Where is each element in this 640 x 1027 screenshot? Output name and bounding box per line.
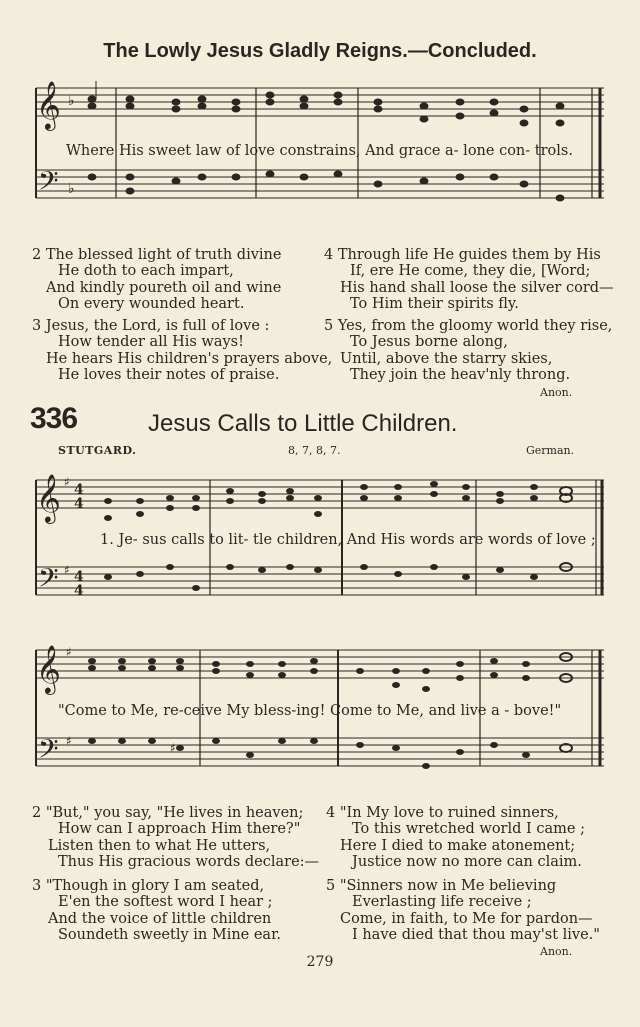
verse-2: 2 "But," you say, "He lives in heaven; How can I approach Him there?" Listen then to what He utters, Thus His gracious words declare:— <box>32 805 320 871</box>
time-signature: 4 <box>74 496 84 512</box>
verse-3: 3 Jesus, the Lord, is full of love : How tender all His ways! He hears His children's prayers above, He loves their notes of praise. <box>32 318 333 384</box>
verse-3: 3 "Though in glory I am seated, E'en the softest word I hear ; And the voice of little children Soundeth sweetly in Mine ear. <box>32 878 282 944</box>
bass-clef-icon: 𝄢 <box>38 165 59 203</box>
time-signature: 4 <box>74 482 84 498</box>
bass-clef-icon: 𝄢 <box>38 562 59 600</box>
flat-icon: ♭ <box>68 181 75 197</box>
concluded-hymn-title: The Lowly Jesus Gladly Reigns.—Concluded. <box>103 40 537 62</box>
author-credit: Anon. <box>540 386 573 399</box>
flat-icon: ♭ <box>68 93 75 109</box>
sharp-icon: ♯ <box>64 563 70 577</box>
sharp-icon: ♯ <box>64 475 70 489</box>
verse-2: 2 The blessed light of truth divine He doth to each impart, And kindly poureth oil and wine On every wounded heart. <box>32 247 282 313</box>
time-signature: 4 <box>74 583 84 599</box>
bass-staff <box>36 170 604 198</box>
bass-clef-icon: 𝄢 <box>38 733 59 771</box>
sharp-icon: ♯ <box>66 645 72 659</box>
treble-clef-icon: 𝄞 <box>36 473 61 522</box>
hymn-title: Jesus Calls to Little Children. <box>148 410 458 437</box>
verse-4: 4 Through life He guides them by His If, ere He come, they die, [Word; His hand shall loose the silver cord— To Him their spirits fly. <box>324 247 614 313</box>
notes <box>88 81 564 201</box>
sharp-icon: ♯ <box>170 741 176 755</box>
treble-staff <box>36 480 604 508</box>
verse-5: 5 "Sinners now in Me believing Everlasting life receive ; Come, in faith, to Me for pardon— I have died that thou may'st live." <box>326 878 600 944</box>
hymn-number: 336 <box>30 402 78 435</box>
treble-clef-icon: 𝄞 <box>36 644 61 693</box>
sharp-icon: ♯ <box>66 734 72 748</box>
author-credit: Anon. <box>540 945 573 958</box>
lyric-line-2: "Come to Me, re-ceive My bless-ing! Come to Me, and live a - bove!" <box>58 703 562 719</box>
verse-4: 4 "In My love to ruined sinners, To this wretched world I came ; Here I died to make atonement; Justice now no more can claim. <box>326 805 585 871</box>
lyric-line-1: 1. Je- sus calls to lit- tle children, And His words are words of love ; <box>100 532 596 548</box>
meter: 8, 7, 8, 7. <box>288 444 341 457</box>
lyric-line: Where His sweet law of love constrains, And grace a- lone con- trols. <box>66 143 573 159</box>
time-signature: 4 <box>74 569 84 585</box>
page-number: 279 <box>306 954 334 970</box>
treble-clef-icon: 𝄞 <box>36 80 61 129</box>
tune-name: STUTGARD. <box>58 444 137 457</box>
composer: German. <box>526 444 575 457</box>
verse-5: 5 Yes, from the gloomy world they rise, To Jesus borne along, Until, above the starry skies, They join the heav'nly throng. <box>324 318 613 384</box>
treble-staff <box>36 88 604 116</box>
treble-staff <box>36 650 604 678</box>
